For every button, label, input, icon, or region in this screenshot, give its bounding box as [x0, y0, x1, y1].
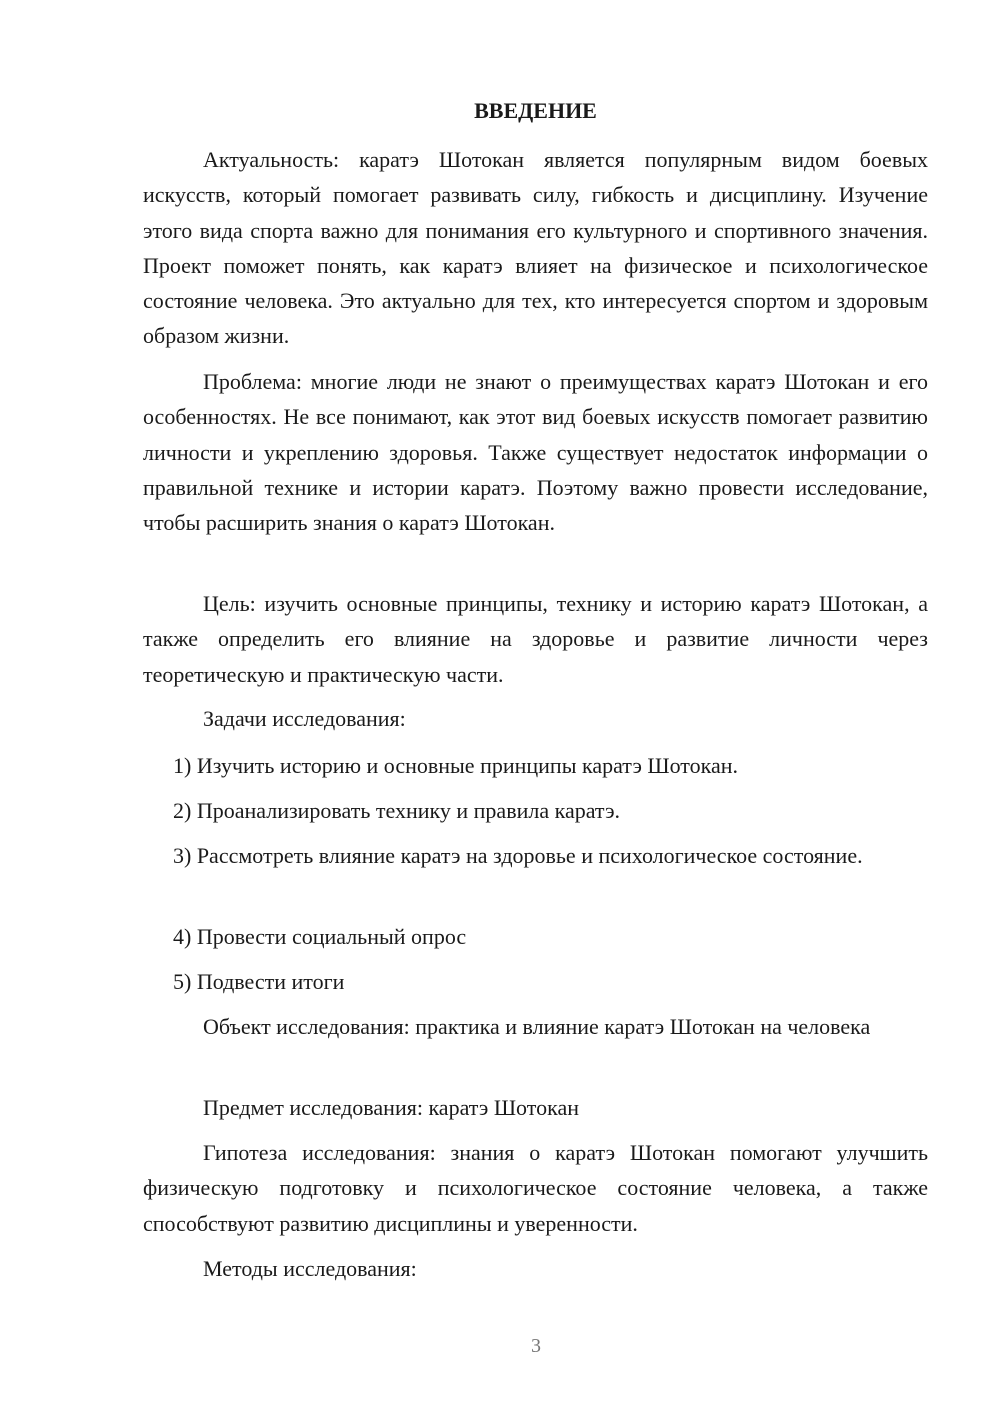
goal-paragraph: Цель: изучить основные принципы, технику и историю каратэ Шотокан, а также определить его влияние на здоровье и развитие личности через теоретическую и практическую части. [143, 591, 928, 687]
task-item-1: 1) Изучить историю и основные принципы каратэ Шотокан. [173, 753, 739, 778]
object-paragraph: Объект исследования: практика и влияние каратэ Шотокан на человека [203, 1014, 871, 1039]
task-item-5: 5) Подвести итоги [173, 969, 345, 994]
task-item-2: 2) Проанализировать технику и правила каратэ. [173, 798, 621, 823]
methods-heading: Методы исследования: [203, 1256, 417, 1281]
relevance-paragraph: Актуальность: каратэ Шотокан является популярным видом боевых искусств, который помогает развивать силу, гибкость и дисциплину. Изучение этого вида спорта важно для понимания его культурного и спортивного значения. Проект поможет понять, как каратэ влияет на физическое и психологическое состояние человека. Это актуально для тех, кто интересуется спортом и здоровым образом жизни. [143, 147, 928, 349]
tasks-heading: Задачи исследования: [203, 706, 406, 731]
task-item-4: 4) Провести социальный опрос [173, 924, 467, 949]
subject-paragraph: Предмет исследования: каратэ Шотокан [203, 1095, 579, 1120]
problem-paragraph: Проблема: многие люди не знают о преимуществах каратэ Шотокан и его особенностях. Не все понимают, как этот вид боевых искусств помогает развитию личности и укреплению здоровья. Также существует недостаток информации о правильной технике и истории каратэ. Поэтому важно провести исследование, чтобы расширить знания о каратэ Шотокан. [143, 369, 928, 536]
hypothesis-paragraph: Гипотеза исследования: знания о каратэ Шотокан помогают улучшить физическую подготовку и психологическое состояние человека, а также способствуют развитию дисциплины и уверенности. [143, 1140, 928, 1236]
page-number: 3 [531, 1335, 541, 1357]
section-title: ВВЕДЕНИЕ [474, 98, 597, 123]
task-item-3: 3) Рассмотреть влияние каратэ на здоровье и психологическое состояние. [173, 843, 863, 868]
